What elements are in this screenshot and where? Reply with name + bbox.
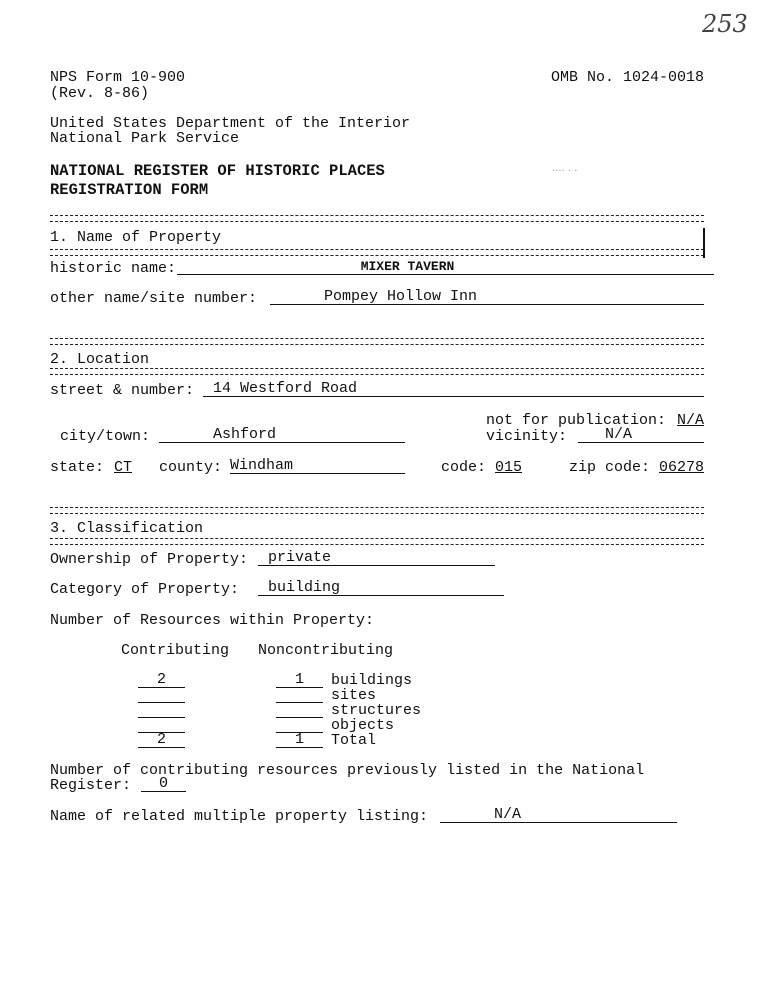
not-for-publication-label: not for publication: (486, 412, 667, 429)
zip-label: zip code: (569, 459, 651, 476)
previously-listed-text: Number of contributing resources previously listed in the National (50, 762, 645, 779)
city-field[interactable] (159, 427, 405, 443)
noncontributing-buildings[interactable]: 1 (276, 672, 323, 688)
section-divider (50, 538, 704, 545)
row-label-total: Total (331, 732, 377, 749)
county-value: Windham (230, 457, 294, 474)
contributing-structures[interactable] (138, 702, 185, 718)
state-value[interactable]: CT (114, 459, 133, 476)
margin-mark (703, 228, 705, 258)
omb-number: OMB No. 1024-0018 (551, 69, 705, 86)
vicinity-value: N/A (605, 426, 633, 443)
multiple-listing-value: N/A (494, 806, 522, 823)
section-divider (50, 338, 704, 345)
other-name-value: Pompey Hollow Inn (324, 288, 478, 305)
resources-label: Number of Resources within Property: (50, 612, 375, 629)
category-label: Category of Property: (50, 581, 240, 598)
form-revision: (Rev. 8-86) (50, 85, 150, 102)
multiple-listing-label: Name of related multiple property listing: (50, 808, 429, 825)
ownership-value: private (268, 549, 332, 566)
section-divider (50, 507, 704, 514)
historic-name-value: MIXER TAVERN (360, 259, 455, 274)
register-label: Register: (50, 777, 132, 794)
state-label: state: (50, 459, 105, 476)
form-title: NATIONAL REGISTER OF HISTORIC PLACES (50, 162, 385, 180)
contributing-header: Contributing (121, 642, 230, 659)
form-id: NPS Form 10-900 (50, 69, 186, 86)
contributing-sites[interactable] (138, 687, 185, 703)
ownership-field[interactable] (258, 550, 495, 566)
ownership-label: Ownership of Property: (50, 551, 249, 568)
faint-stamp-mark: ···· · · (552, 166, 578, 177)
section-heading-name: 1. Name of Property (50, 229, 222, 246)
contributing-buildings[interactable]: 2 (138, 672, 185, 688)
row-label-buildings: buildings (331, 672, 413, 689)
section-divider (50, 368, 704, 375)
section-heading-location: 2. Location (50, 351, 150, 368)
handwritten-page-number: 253 (702, 10, 748, 38)
register-count[interactable]: 0 (141, 776, 186, 792)
code-value[interactable]: 015 (495, 459, 523, 476)
vicinity-label: vicinity: (486, 428, 568, 445)
historic-name-label: historic name: (50, 260, 177, 277)
vicinity-field[interactable] (578, 427, 704, 443)
noncontributing-sites[interactable] (276, 687, 323, 703)
category-field[interactable] (258, 580, 504, 596)
street-field[interactable] (203, 381, 704, 397)
section-divider (50, 215, 704, 222)
noncontributing-total[interactable]: 1 (276, 732, 323, 748)
other-name-label: other name/site number: (50, 290, 258, 307)
not-for-publication-value[interactable]: N/A (677, 412, 705, 429)
noncontributing-structures[interactable] (276, 702, 323, 718)
other-name-field[interactable] (270, 289, 704, 305)
category-value: building (268, 579, 341, 596)
city-value: Ashford (213, 426, 277, 443)
historic-name-field[interactable] (177, 259, 714, 275)
service-name: National Park Service (50, 130, 240, 147)
section-divider (50, 249, 704, 256)
code-label: code: (441, 459, 487, 476)
county-field[interactable] (230, 458, 405, 474)
department-name: United States Department of the Interior (50, 115, 411, 132)
multiple-listing-field[interactable] (440, 807, 677, 823)
row-label-structures: structures (331, 702, 422, 719)
street-label: street & number: (50, 382, 195, 399)
row-label-sites: sites (331, 687, 377, 704)
section-heading-classification: 3. Classification (50, 520, 204, 537)
noncontributing-header: Noncontributing (258, 642, 394, 659)
zip-value[interactable]: 06278 (659, 459, 705, 476)
county-label: county: (159, 459, 223, 476)
row-label-objects: objects (331, 717, 395, 734)
street-value: 14 Westford Road (213, 380, 358, 397)
form-subtitle: REGISTRATION FORM (50, 181, 209, 199)
city-label: city/town: (60, 428, 151, 445)
contributing-total[interactable]: 2 (138, 732, 185, 748)
